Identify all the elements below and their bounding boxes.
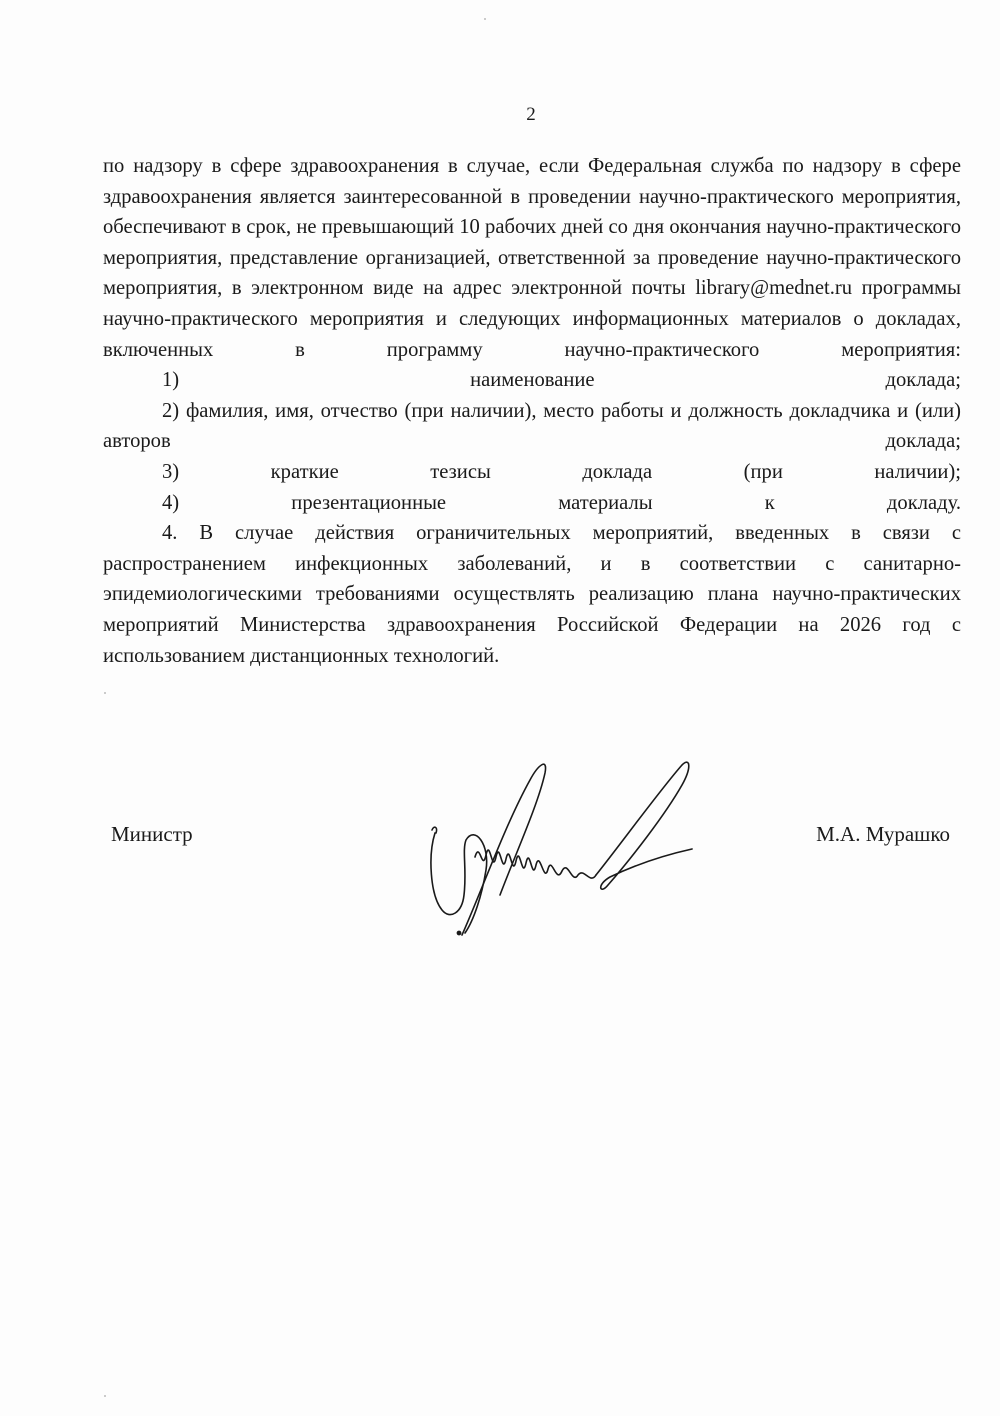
list-item-3: 3) краткие тезисы доклада (при наличии);	[162, 460, 961, 483]
signatory-title: Министр	[111, 822, 193, 846]
list-item-2: 2) фамилия, имя, отчество (при наличии), место работы и должность докладчика и (или) авторов доклада;	[103, 399, 961, 453]
scan-artifact	[484, 18, 486, 20]
list-item-4: 4) презентационные материалы к докладу.	[162, 491, 961, 514]
paragraph-item-4: 4. В случае действия ограничительных мероприятий, введенных в связи с распространением инфекционных заболеваний, и в соответствии с санитарно-эпидемиологическими требованиями осуществлять реализацию плана научно-практических мероприятий Министерства здравоохранения Российской Федерации на 2026 год с использованием дистанционных технологий.	[103, 522, 961, 667]
scan-artifact	[104, 692, 106, 694]
document-body	[103, 151, 961, 671]
handwritten-signature	[420, 745, 710, 945]
list-item-1: 1) наименование доклада;	[162, 369, 961, 392]
scan-artifact	[104, 1395, 106, 1397]
paragraph-continuation: по надзору в сфере здравоохранения в случае, если Федеральная служба по надзору в сфере здравоохранения является заинтересованной в проведении научно-практического мероприятия, обеспечивают в срок, не превышающий 10 рабочих дней со дня окончания научно-практического мероприятия, представление организацией, ответственной за проведение научно-практического мероприятия, в электронном виде на адрес электронной почты library@mednet.ru программы научно-практического мероприятия и следующих информационных материалов о докладах, включенных в программу научно-практического мероприятия:	[103, 155, 961, 361]
signatory-name: М.А. Мурашко	[816, 822, 950, 846]
page-number: 2	[526, 104, 536, 125]
